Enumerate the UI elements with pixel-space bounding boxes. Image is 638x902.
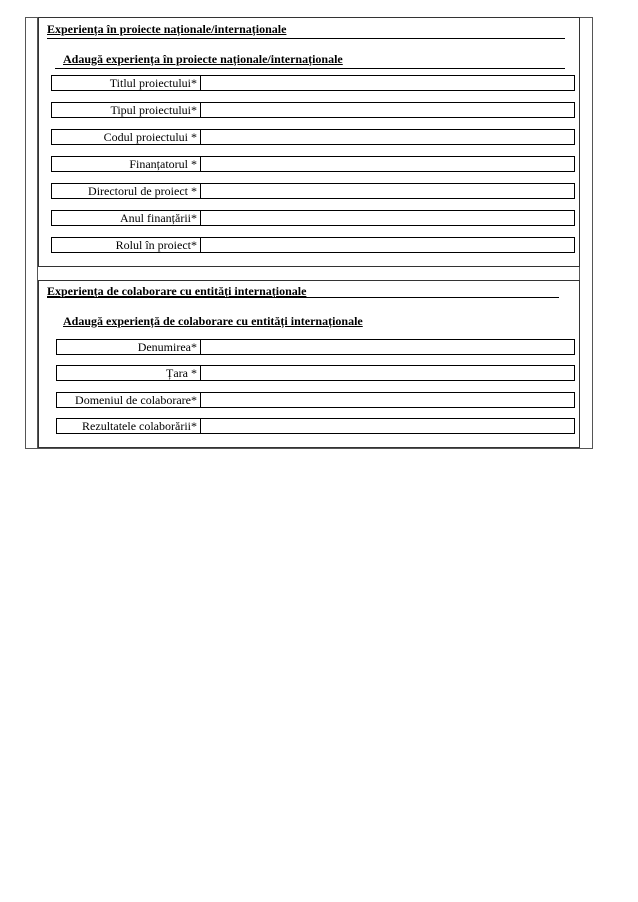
entity-name-input[interactable]: [201, 340, 574, 354]
field-row-funder: [51, 156, 575, 172]
field-row-project-code: [51, 129, 575, 145]
section-international-collaboration: [38, 280, 580, 448]
field-label: Țara *: [57, 366, 201, 380]
collaboration-domain-input[interactable]: [201, 393, 574, 407]
project-director-input[interactable]: [201, 184, 574, 198]
add-collaboration-experience-link[interactable]: Adaugă experiență de colaborare cu entități internaționale: [63, 314, 363, 328]
field-label: Rolul în proiect*: [52, 238, 201, 252]
field-label: Tipul proiectului*: [52, 103, 201, 117]
field-label: Titlul proiectului*: [52, 76, 201, 90]
field-label: Denumirea*: [57, 340, 201, 354]
project-title-input[interactable]: [201, 76, 574, 90]
field-row-entity-name: [56, 339, 575, 355]
field-row-project-director: [51, 183, 575, 199]
collaboration-results-input[interactable]: [201, 419, 574, 433]
field-row-collaboration-domain: [56, 392, 575, 408]
section-title: Experiența de colaborare cu entități internaționale: [47, 284, 307, 298]
field-label: Rezultatele colaborării*: [57, 419, 201, 433]
project-type-input[interactable]: [201, 103, 574, 117]
funder-input[interactable]: [201, 157, 574, 171]
field-row-project-title: [51, 75, 575, 91]
field-label: Codul proiectului *: [52, 130, 201, 144]
project-code-input[interactable]: [201, 130, 574, 144]
field-label: Domeniul de colaborare*: [57, 393, 201, 407]
field-row-project-role: [51, 237, 575, 253]
section-title-rule: [47, 297, 559, 298]
field-label: Anul finanțării*: [52, 211, 201, 225]
field-label: Finanțatorul *: [52, 157, 201, 171]
field-row-funding-year: [51, 210, 575, 226]
add-project-experience-link[interactable]: Adaugă experiența în proiecte naționale/internaționale: [63, 52, 343, 66]
section-title-rule: [47, 38, 565, 39]
section-national-projects: [38, 17, 580, 267]
project-role-input[interactable]: [201, 238, 574, 252]
field-label: Directorul de proiect *: [52, 184, 201, 198]
funding-year-input[interactable]: [201, 211, 574, 225]
section-title: Experiența în proiecte naționale/internaționale: [47, 22, 287, 36]
field-row-country: [56, 365, 575, 381]
field-row-collaboration-results: [56, 418, 575, 434]
add-link-rule: [55, 68, 565, 69]
field-row-project-type: [51, 102, 575, 118]
country-input[interactable]: [201, 366, 574, 380]
